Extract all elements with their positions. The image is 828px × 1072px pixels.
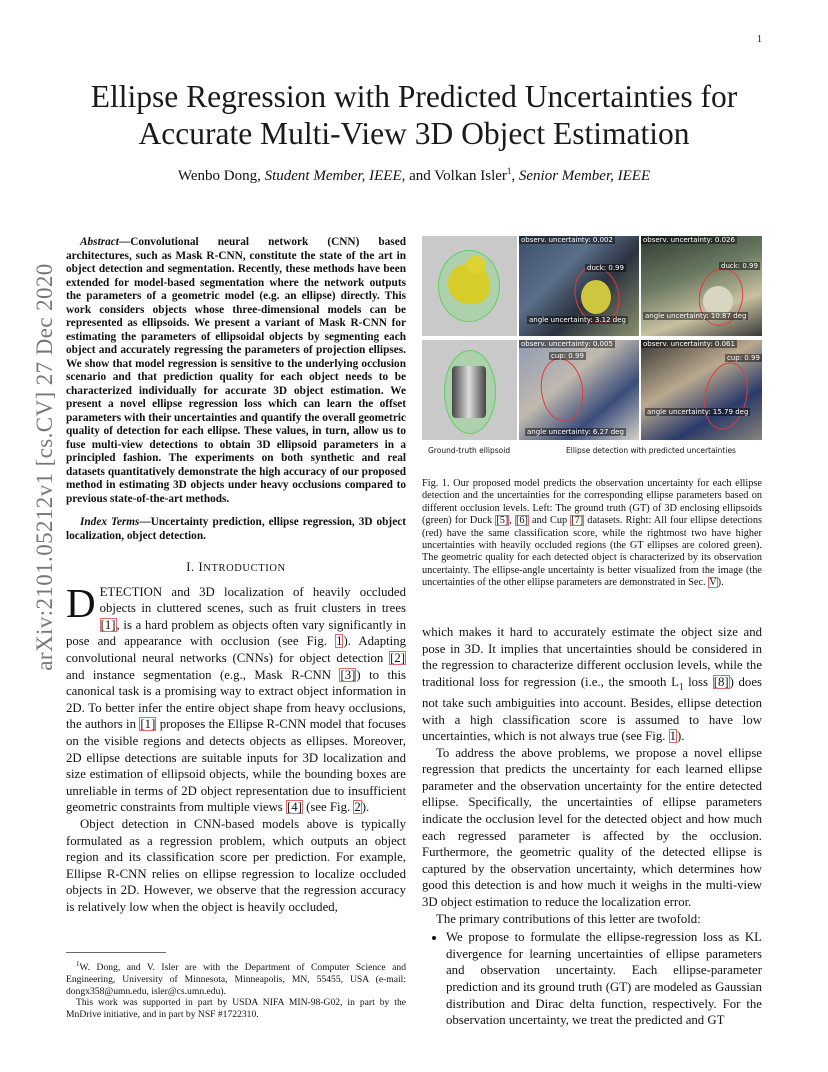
angle-uncertainty-label: angle uncertainty: 10.87 deg: [645, 312, 747, 320]
gt-duck-image: [422, 236, 517, 336]
citation-link[interactable]: [3]: [340, 667, 356, 682]
angle-uncertainty-label: angle uncertainty: 15.79 deg: [647, 408, 749, 416]
class-score-label: cup: 0.99: [551, 352, 584, 360]
contribution-list: [422, 929, 762, 1029]
drop-cap: D: [66, 579, 96, 626]
footnote-rule: [66, 952, 166, 953]
citation-link[interactable]: [5]: [496, 515, 509, 527]
figure-link[interactable]: 2: [354, 800, 361, 815]
citation-link[interactable]: [4]: [286, 800, 302, 815]
page-number: 1: [757, 34, 762, 45]
section-link[interactable]: V: [709, 577, 717, 589]
observation-uncertainty-label: observ. uncertainty: 0.005: [521, 340, 613, 348]
footnote: [66, 952, 406, 1021]
index-terms-lead: Index Terms: [80, 516, 140, 528]
class-score-label: duck: 0.99: [721, 262, 758, 270]
citation-link[interactable]: [1]: [140, 717, 156, 732]
right-paragraph-3: The primary contributions of this letter are twofold:: [436, 911, 701, 926]
author-2: and Volkan Isler: [405, 168, 507, 184]
figure-image-grid: [422, 236, 762, 442]
author-1-role: Student Member, IEEE,: [264, 168, 406, 184]
detection-cup-low-occlusion: [519, 340, 639, 440]
duck-object: [581, 280, 611, 314]
observation-uncertainty-label: observ. uncertainty: 0.002: [521, 236, 613, 244]
cup-model: [452, 366, 486, 418]
title-line-2: Accurate Multi-View 3D Object Estimation: [138, 116, 690, 151]
intro-paragraph-1: DETECTION and 3D localization of heavily occluded objects in cluttered scenes, such as fruit clusters in trees [1], is a hard problem as objects often vary significantly in pose and appearance with occlusion (see Fig. 1). Adapting convolutional neural networks (CNNs) for object detection [2] and instance segmentation (e.g., Mask R-CNN [3]) to this canonical task is a promising way to extract object information in 2D. To better infer the entire object shape from heavy occlusions, the authors in [1] proposes the Ellipse R-CNN model that focuses on the visible regions and detects objects as ellipses. Moreover, 2D ellipse detections are suitable inputs for 3D localization and size estimation of ellipsoid objects, while the bounding boxes are unreliable in terms of 2D object representation due to insufficient geometric constraints from multiple views [4] (see Fig. 2).: [66, 579, 407, 815]
section-heading-introduction: I. INTRODUCTION: [186, 560, 286, 574]
footnote-affiliation: $^1$W. Dong, and V. Isler are with the Department of Computer Science and Engineering, University of Minnesota, Minneapolis, MN, 55455, USA (e-mail: dongx358@umn.edu, isler@cs.umn.edu).: [66, 960, 406, 997]
index-terms: [66, 516, 406, 543]
author-2-role: Senior Member, IEEE: [518, 168, 651, 184]
footnote-funding: This work was supported in part by USDA NIFA MIN-98-G02, in part by the MnDrive initiative, and in part by NSF #1722310.: [66, 997, 406, 1020]
abstract-text: —Convolutional neural network (CNN) based architectures, such as Mask R-CNN, constitute the state of the art in object detection and segmentation. Recently, these methods have been extended for model-based segmentation where the network outputs the parameters of a geometric model (e.g. an ellipse) directly. This work considers objects whose three-dimensional models can be represented as ellipsoids. We present a variant of Mask R-CNN for estimating the parameters of ellipsoidal objects by segmenting each object and accurately regressing the parameters of projection ellipses. We show that model regression is sensitive to the underlying occlusion scenario and that prediction quality for each object needs to be characterized individually for accurate 3D object estimation. We present a novel ellipse regression loss which can learn the offset parameters with their uncertainties and quantify the overall geometric quality of detection for each ellipse. These values, in turn, allow us to fuse multi-view detections to obtain 3D ellipsoid parameters in a principled fashion. The experiments on both synthetic and real datasets quantitatively demonstrate the high accuracy of our proposed method in estimating 3D objects under heavy occlusions compared to previous state-of-the-art methods.: [66, 236, 406, 505]
detection-duck-low-occlusion: [519, 236, 639, 336]
author-line: [40, 166, 788, 185]
duck-head: [466, 256, 486, 274]
title-line-1: Ellipse Regression with Predicted Uncertainties for: [90, 79, 738, 114]
right-column: [422, 624, 762, 1029]
author-separator: ,: [511, 168, 519, 184]
figure-1: [422, 236, 762, 590]
paper-title: [40, 78, 788, 152]
subcaption-left: Ground-truth ellipsoid: [428, 446, 511, 455]
class-score-label: cup: 0.99: [727, 354, 760, 362]
detected-ellipse: [537, 355, 587, 424]
citation-link[interactable]: [1]: [100, 617, 116, 632]
observation-uncertainty-label: observ. uncertainty: 0.061: [643, 340, 735, 348]
figure-link[interactable]: 1: [669, 729, 677, 744]
figure-caption: Fig. 1. Our proposed model predicts the observation uncertainty for each ellipse detection and the uncertainties for the corresponding ellipse parameters based on different occlusion levels. Left: The ground truth (GT) of 3D enclosing ellipsoids (green) for Duck [5], [6] and Cup [7] datasets. Right: All four ellipse detections (red) have the same classification score, while the rightmost two have higher uncertainties with heavily occluded regions (the GT ellipses are colored green). The geometric quality for each detected object is characterized by its observation uncertainty. The ellipse-angle uncertainty is better visualized from the image (the uncertainties of the other ellipse parameters are demonstrated in Sec. V).: [422, 478, 762, 589]
figure-subcaptions: [422, 446, 762, 460]
abstract: [66, 236, 406, 506]
gt-cup-image: [422, 340, 517, 440]
right-paragraph-1: which makes it hard to accurately estimate the object size and pose in 3D. It implies that uncertainties should be considered in the regression to characterize different occlusion levels, while the traditional loss for regression (i.e., the smooth $L_1$ loss [8]) does not take such ambiguities into account. Besides, ellipse detection with a high classification score is assumed to have low uncertainties, which is not always true (see Fig. 1).: [422, 625, 762, 744]
subcaption-right: Ellipse detection with predicted uncertainties: [566, 446, 736, 455]
citation-link[interactable]: [6]: [515, 515, 528, 527]
contribution-item: • We propose to formulate the ellipse-regression loss as KL divergence for learning uncertainties of ellipse parameters and observation uncertainty. Each ellipse-parameter prediction and its ground truth (GT) are modeled as Gaussian distribution and Dirac delta function, respectively. For the observation uncertainty, we treat the predicted and GT: [446, 929, 762, 1029]
detection-cup-high-occlusion: [641, 340, 762, 440]
citation-link[interactable]: [7]: [571, 515, 584, 527]
intro-paragraph-2: Object detection in CNN-based models above is typically formulated as a regression problem, which outputs an object region and its classification score per prediction. For example, Ellipse R-CNN relies on ellipse regression to localize occluded objects in 2D. However, we observe that the regression accuracy is relatively low when the object is heavily occluded,: [66, 816, 406, 914]
figure-link[interactable]: 1: [336, 634, 343, 649]
right-paragraph-2: To address the above problems, we propose a novel ellipse regression that predicts the uncertainty for each learned ellipse parameter and the observation uncertainty for the entire detected ellipse. Specifically, the uncertainties of ellipse parameters indicate the occlusion level for the detected object and how much each regressed parameter is affected by the occlusion. Furthermore, the geometric quality of the detected ellipse is captured by the observation uncertainty, which determines how good this detection is and how much it weighs in the multi-view 3D object estimation to reduce the localization error.: [422, 745, 762, 910]
abstract-lead: Abstract: [80, 236, 119, 248]
citation-link[interactable]: [2]: [390, 650, 405, 665]
angle-uncertainty-label: angle uncertainty: 3.12 deg: [529, 316, 626, 324]
class-score-label: duck: 0.99: [587, 264, 624, 272]
detected-ellipse: [698, 358, 753, 433]
author-2-affiliation-mark: 1: [506, 166, 512, 176]
citation-link[interactable]: [8]: [713, 674, 729, 689]
author-1: Wenbo Dong,: [177, 168, 265, 184]
angle-uncertainty-label: angle uncertainty: 6.27 deg: [527, 428, 624, 436]
arxiv-stamp: arXiv:2101.05212v1 [cs.CV] 27 Dec 2020: [32, 263, 57, 671]
left-column: [66, 236, 406, 915]
index-terms-text: —Uncertainty prediction, ellipse regression, 3D object localization, object detection.: [66, 516, 406, 542]
detection-duck-high-occlusion: [641, 236, 762, 336]
observation-uncertainty-label: observ. uncertainty: 0.026: [643, 236, 735, 244]
